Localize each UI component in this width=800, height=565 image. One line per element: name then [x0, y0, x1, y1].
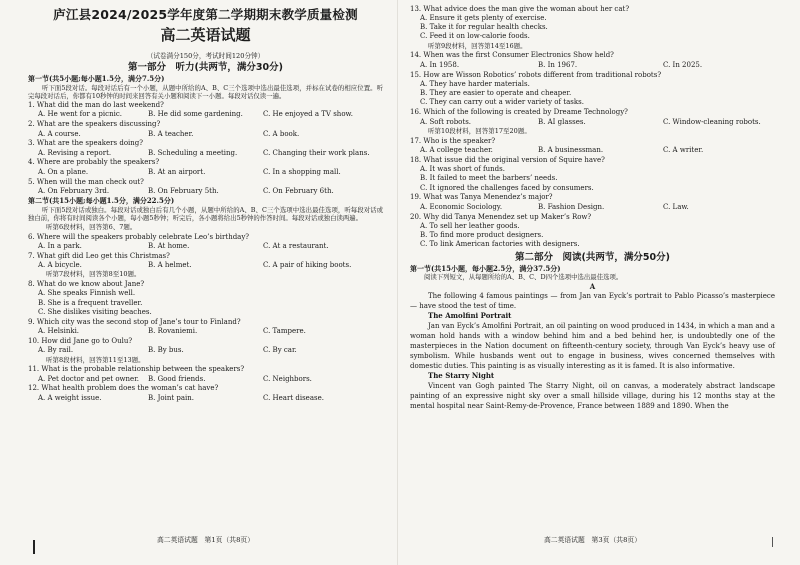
option-c: C. In 2025. — [663, 60, 703, 69]
option-c: C. She dislikes visiting beaches. — [38, 308, 152, 317]
exam-title: 庐江县2024/2025学年度第二学期期末教学质量检测 — [53, 7, 358, 22]
option-b: B. Rovaniemi. — [148, 327, 198, 336]
option-c: C. Heart disease. — [263, 393, 324, 402]
option-c: C. To link American factories with designers. — [420, 240, 580, 249]
question-text: What do we know about Jane? — [36, 280, 145, 289]
question-number: 19. — [410, 193, 422, 202]
option-b: B. She is a frequent traveller. — [38, 298, 143, 307]
question-text: Who is the speaker? — [423, 136, 496, 145]
option-b: B. Joint pain. — [148, 393, 195, 402]
part2-title: 第二部分 阅读(共两节，满分50分) — [515, 251, 670, 263]
question-text: Which of the following is created by Dreame Technology? — [423, 108, 628, 117]
option-a: A. Soft robots. — [420, 117, 472, 126]
question-4 — [28, 158, 383, 177]
question-19 — [410, 193, 775, 212]
painting-1-title: The Amolfini Portrait — [428, 311, 512, 321]
question-10 — [28, 337, 383, 356]
question-13 — [410, 5, 775, 42]
option-c: C. At a restaurant. — [263, 241, 329, 250]
listening-cue-7: 听第7段材料，回答第8至10题。 — [46, 270, 141, 279]
question-number: 15. — [410, 70, 422, 79]
page-fold-divider — [397, 0, 398, 565]
exam-subject-title: 高二英语试题 — [160, 26, 251, 44]
option-c: C. Law. — [663, 202, 689, 211]
part1-section1-title: 第一节(共5小题;每小题1.5分，满分7.5分) — [28, 74, 165, 83]
option-a: A. Ensure it gets plenty of exercise. — [420, 13, 547, 22]
option-a: A. He went for a picnic. — [38, 110, 122, 119]
question-text: How did Jane go to Oulu? — [41, 336, 133, 345]
question-number: 1. — [28, 101, 35, 110]
question-number: 16. — [410, 108, 422, 117]
option-b: B. On February 5th. — [148, 186, 219, 195]
option-b: B. It failed to meet the barbers’ needs. — [420, 174, 558, 183]
part2-section1-instructions: 阅读下列短文，从每题所给的A、B、C、D四个选项中选出最佳选项。 — [424, 273, 623, 282]
question-number: 18. — [410, 155, 422, 164]
question-number: 3. — [28, 139, 35, 148]
question-number: 4. — [28, 158, 35, 167]
option-b: B. Take it for regular health checks. — [420, 23, 548, 32]
option-b: B. Scheduling a meeting. — [148, 148, 238, 157]
question-number: 5. — [28, 177, 35, 186]
question-9 — [28, 318, 383, 337]
question-text: What was Tanya Menendez’s major? — [423, 193, 553, 202]
question-text: What issue did the original version of Squire have? — [423, 155, 605, 164]
question-number: 7. — [28, 251, 35, 260]
question-number: 14. — [410, 51, 422, 60]
question-text: What gift did Leo get this Christmas? — [36, 251, 170, 260]
option-b: B. By bus. — [148, 346, 184, 355]
left-column — [28, 4, 383, 403]
question-number: 13. — [410, 4, 422, 13]
question-3 — [28, 139, 383, 158]
option-a: A. Helsinki. — [38, 327, 80, 336]
option-a: A. Pet doctor and pet owner. — [38, 374, 140, 383]
question-text: Why did Tanya Menendez set up Maker’s Row? — [423, 212, 592, 221]
question-11 — [28, 365, 383, 384]
listening-cue-8: 听第8段材料，回答第11至13题。 — [46, 355, 145, 364]
question-number: 12. — [28, 384, 40, 393]
question-text: Which city was the second stop of Jane’s tour to Finland? — [36, 317, 241, 326]
option-c: C. Tampere. — [263, 327, 306, 336]
option-b: B. At an airport. — [148, 167, 206, 176]
option-c: C. He enjoyed a TV show. — [263, 110, 353, 119]
scan-mark — [772, 537, 773, 547]
question-2 — [28, 120, 383, 139]
question-number: 6. — [28, 232, 35, 241]
option-c: C. Neighbors. — [263, 374, 312, 383]
question-6 — [28, 233, 383, 252]
exam-note: （试卷满分150分，考试时间120分钟） — [146, 52, 265, 60]
option-a: A. A course. — [38, 129, 81, 138]
question-text: When was the first Consumer Electronics Show held? — [423, 51, 614, 60]
right-column — [410, 4, 775, 411]
option-c: C. A writer. — [663, 145, 704, 154]
option-c: C. Changing their work plans. — [263, 148, 370, 157]
option-c: C. By car. — [263, 346, 297, 355]
option-b: B. In 1967. — [538, 60, 578, 69]
question-text: Where are probably the speakers? — [36, 158, 160, 167]
painting-2-text: Vincent van Gogh painted The Starry Night, oil on canvas, a moderately abstract landscape painting of an expressive night sky over a small hillside village, during his 12 months stay at the mental hospital near Saint-Remy-de-Provence, France between 1889 and 1890. When the — [410, 382, 775, 411]
option-b: B. AI glasses. — [538, 117, 586, 126]
question-number: 11. — [28, 365, 40, 374]
option-c: C. A pair of hiking boots. — [263, 261, 352, 270]
question-number: 9. — [28, 317, 35, 326]
question-text: What are the speakers doing? — [36, 139, 144, 148]
question-text: When will the man check out? — [36, 177, 144, 186]
question-number: 20. — [410, 212, 422, 221]
listening-cue-10: 听第10段材料，回答第17至20题。 — [428, 126, 531, 135]
option-a: A. On a plane. — [38, 167, 89, 176]
question-text: What are the speakers discussing? — [36, 120, 161, 129]
question-number: 8. — [28, 280, 35, 289]
option-c: C. Window-cleaning robots. — [663, 117, 761, 126]
page-footer-right: 高二英语试题 第3页（共8页） — [543, 536, 641, 544]
part1-section1-instructions: 听下面5段对话。每段对话后有一个小题，从题中所给的A、B、C三个选项中选出最佳选项，并标在试卷的相应位置。听完每段对话后，你都有10秒钟的时间来回答有关小题和阅读下一小题。每段对话仅读一遍。 — [28, 83, 383, 101]
option-b: B. They are easier to operate and cheaper. — [420, 89, 572, 98]
question-18 — [410, 156, 775, 193]
listening-cue-9: 听第9段材料，回答第14至16题。 — [428, 41, 527, 50]
option-c: C. On February 6th. — [263, 186, 334, 195]
option-a: A. A weight issue. — [38, 393, 102, 402]
question-17 — [410, 137, 775, 156]
question-8 — [28, 280, 383, 317]
option-b: B. Fashion Design. — [538, 202, 605, 211]
option-a: A. On February 3rd. — [38, 186, 110, 195]
question-16 — [410, 108, 775, 127]
question-5 — [28, 178, 383, 197]
option-a: A. Revising a report. — [38, 148, 112, 157]
option-c: C. A book. — [263, 129, 300, 138]
option-a: A. In a park. — [38, 241, 82, 250]
option-c: C. In a shopping mall. — [263, 167, 341, 176]
option-a: A. By rail. — [38, 346, 74, 355]
option-c: C. It ignored the challenges faced by consumers. — [420, 183, 594, 192]
option-c: C. Feed it on low-calorie foods. — [420, 32, 530, 41]
question-20 — [410, 213, 775, 250]
painting-1-text: Jan van Eyck’s Amolfini Portrait, an oil painting on wood produced in 1434, in which a man and a woman hold hands with a window behind him and a bed behind her, is undoubtedly one of the masterpieces in the Nation document on fifteenth-century society, through Van Eyck’s heavy use of symbolism. While husbands went out to engage in business, wives concerned themselves with domestic duties. This painting is as visually interesting as it is famed. It is also informative. — [410, 322, 775, 371]
question-text: What is the probable relationship between the speakers? — [41, 365, 245, 374]
question-text: What health problem does the woman’s cat have? — [41, 384, 219, 393]
part1-section2-instructions: 听下面5段对话或独白。每段对话或独白后有几个小题，从题中所给的A、B、C三个选项中选出最佳选项，听每段对话或独白前，你将有时间阅读各个小题，每小题5秒钟；听完后，各小题将给出5秒钟的作答时间。每段对话或独白读两遍。 — [28, 205, 383, 223]
option-a: A. It was short of funds. — [420, 165, 505, 174]
option-a: A. They have harder materials. — [420, 79, 530, 88]
part2-section1-title: 第一节(共15小题，每小题2.5分，满分37.5分) — [410, 263, 561, 273]
option-b: B. He did some gardening. — [148, 110, 243, 119]
question-14 — [410, 51, 775, 70]
question-text: What did the man do last weekend? — [36, 101, 164, 110]
question-text: Where will the speakers probably celebrate Leo’s birthday? — [36, 232, 250, 241]
option-b: B. A helmet. — [148, 261, 192, 270]
question-number: 17. — [410, 136, 422, 145]
question-text: How are Wisson Robotics’ robots different from traditional robots? — [423, 70, 662, 79]
passage-letter: A — [589, 281, 596, 291]
option-c: C. They can carry out a wider variety of tasks. — [420, 98, 584, 107]
scan-mark — [33, 540, 35, 554]
question-1 — [28, 101, 383, 120]
question-7 — [28, 252, 383, 271]
option-a: A. In 1958. — [420, 60, 460, 69]
question-number: 2. — [28, 120, 35, 129]
part1-section2-title: 第二节(共15小题;每小题1.5分，满分22.5分) — [28, 196, 175, 206]
listening-cue-6: 听第6段材料，回答第6、7题。 — [46, 222, 137, 231]
question-text: What advice does the man give the woman about her cat? — [423, 4, 630, 13]
painting-2-title: The Starry Night — [428, 371, 495, 381]
option-a: A. She speaks Finnish well. — [38, 289, 136, 298]
option-b: B. Good friends. — [148, 374, 206, 383]
page-footer-left: 高二英语试题 第1页（共8页） — [156, 536, 254, 544]
option-a: A. A college teacher. — [420, 145, 493, 154]
option-b: B. To find more product designers. — [420, 231, 544, 240]
question-15 — [410, 71, 775, 108]
option-b: B. At home. — [148, 241, 190, 250]
passage-intro: The following 4 famous paintings — from Jan van Eyck’s portrait to Pablo Picasso’s masterpiece — have stood the test of time. — [410, 292, 775, 311]
option-a: A. A bicycle. — [38, 261, 82, 270]
option-b: B. A teacher. — [148, 129, 194, 138]
question-12 — [28, 384, 383, 403]
part1-title: 第一部分 听力(共两节，满分30分) — [128, 62, 283, 73]
question-number: 10. — [28, 336, 40, 345]
option-a: A. To sell her leather goods. — [420, 221, 520, 230]
option-b: B. A businessman. — [538, 145, 604, 154]
option-a: A. Economic Sociology. — [420, 202, 503, 211]
